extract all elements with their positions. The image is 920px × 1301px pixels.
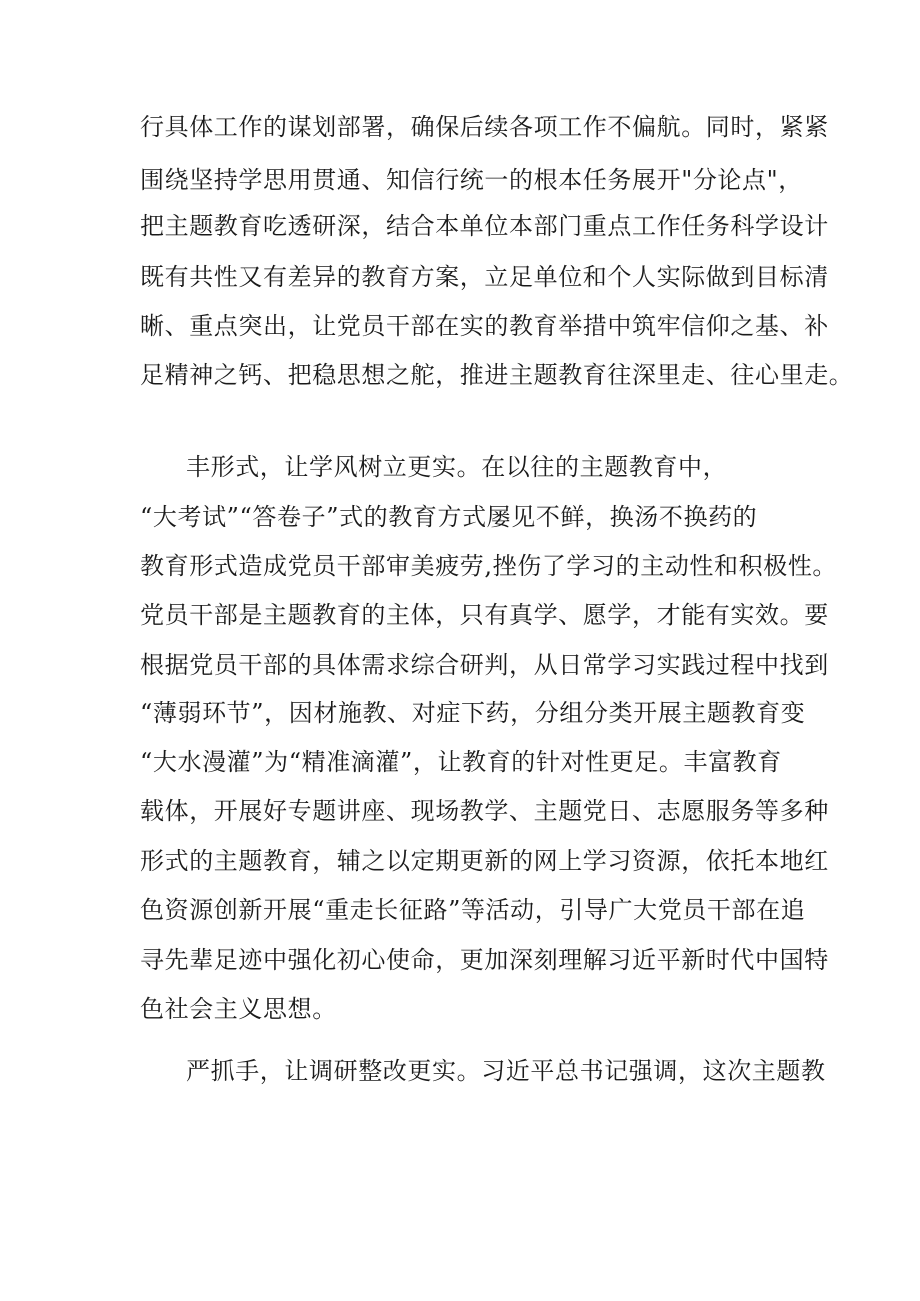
paragraph-line: 寻先辈足迹中强化初心使命，更加深刻理解习近平新时代中国特 [140, 946, 829, 974]
paragraph-line: “大考试”“答卷子”式的教育方式屡见不鲜，换汤不换药的 [140, 503, 758, 531]
paragraph-line: 色资源创新开展“重走长征路”等活动，引导广大党员干部在追 [140, 896, 806, 924]
paragraph-line: 既有共性又有差异的教育方案，立足单位和个人实际做到目标清 [140, 263, 829, 291]
paragraph-line: 丰形式，让学风树立更实。在以往的主题教育中， [186, 453, 728, 481]
paragraph-line: 严抓手，让调研整改更实。习近平总书记强调，这次主题教 [186, 1057, 826, 1085]
paragraph-line: “薄弱环节”，因材施教、对症下药，分组分类开展主题教育变 [140, 699, 806, 727]
paragraph-line: 色社会主义思想。 [140, 995, 337, 1023]
paragraph-line: 把主题教育吃透研深，结合本单位本部门重点工作任务科学设计 [140, 212, 829, 240]
paragraph-line: 足精神之钙、把稳思想之舵，推进主题教育往深里走、往心里走。 [140, 361, 854, 389]
paragraph-line: 载体，开展好专题讲座、现场教学、主题党日、志愿服务等多种 [140, 797, 829, 825]
paragraph-line: 教育形式造成党员干部审美疲劳,挫伤了学习的主动性和积极性。 [140, 552, 838, 580]
paragraph-line: 形式的主题教育，辅之以定期更新的网上学习资源，依托本地红 [140, 847, 829, 875]
paragraph-line: 根据党员干部的具体需求综合研判，从日常学习实践过程中找到 [140, 651, 829, 679]
paragraph-line: “大水漫灌”为“精准滴灌”，让教育的针对性更足。丰富教育 [140, 748, 782, 776]
paragraph-line: 晰、重点突出，让党员干部在实的教育举措中筑牢信仰之基、补 [140, 312, 829, 340]
paragraph-line: 围绕坚持学思用贯通、知信行统一的根本任务展开"分论点"， [140, 166, 803, 194]
paragraph-line: 行具体工作的谋划部署，确保后续各项工作不偏航。同时，紧紧 [140, 113, 829, 141]
paragraph-line: 党员干部是主题教育的主体，只有真学、愿学，才能有实效。要 [140, 601, 829, 629]
